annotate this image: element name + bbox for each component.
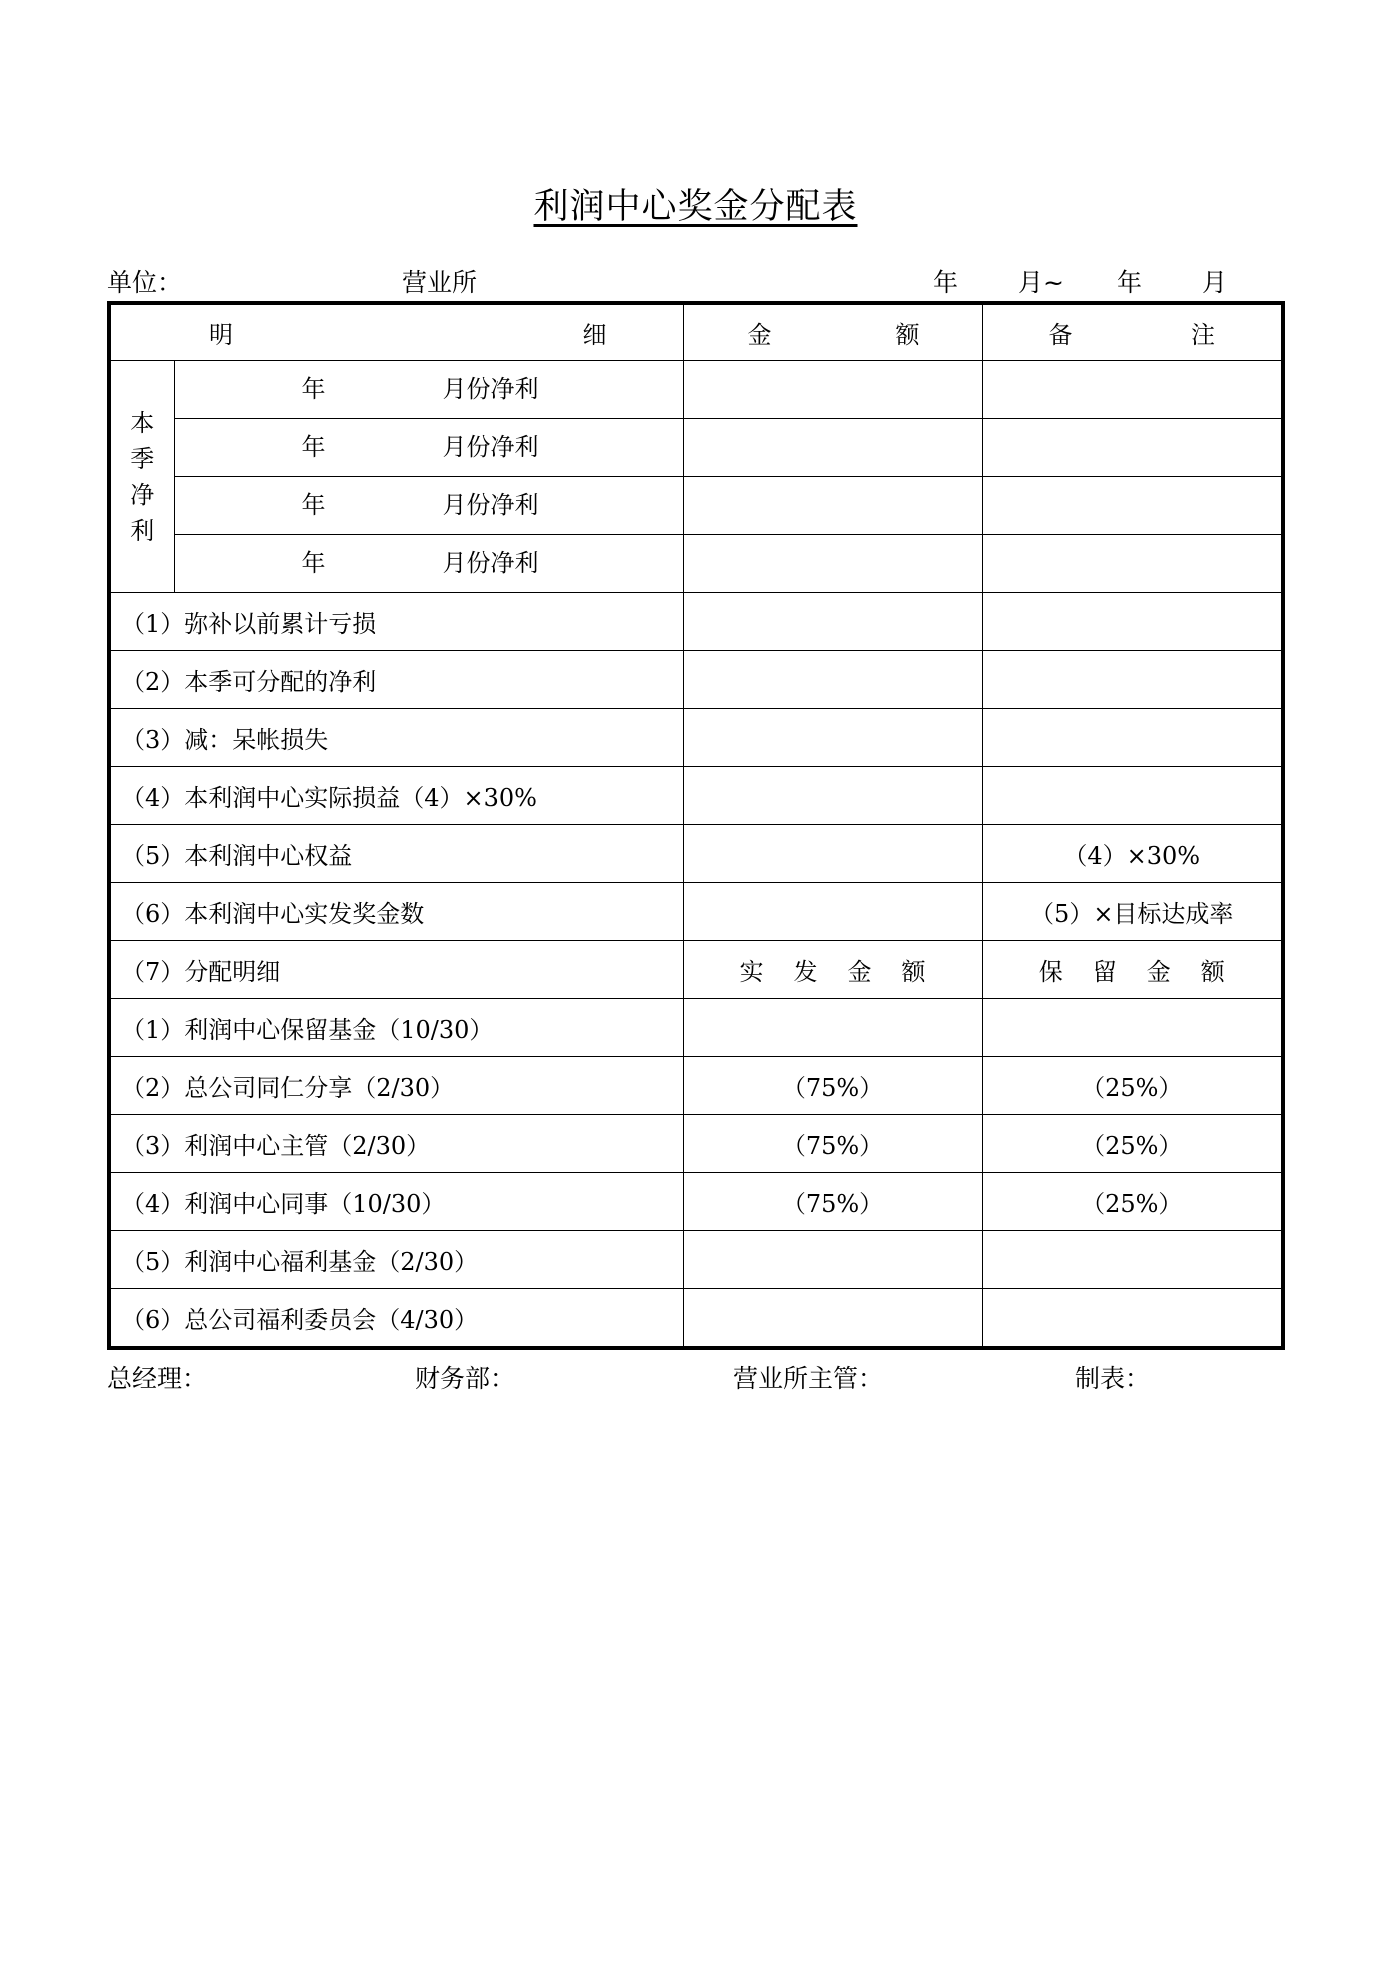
reserved-amount-header [982, 941, 1283, 999]
year-label: 年 [301, 491, 326, 519]
detail-cell: （1）利润中心保留基金（10/30） [109, 999, 683, 1057]
detail-cell: （2）总公司同仁分享（2/30） [109, 1057, 683, 1115]
label-char: 季 [130, 444, 155, 473]
header-note-char: 注 [1191, 321, 1215, 349]
header-char: 金 [1146, 958, 1171, 986]
reserved-amount-cell[interactable]: （25%） [982, 1173, 1283, 1231]
header-amount-char: 额 [895, 321, 920, 349]
prepared-by-label: 制表： [1075, 1364, 1151, 1393]
amount-cell[interactable] [683, 651, 982, 709]
table-row [109, 593, 1283, 651]
header-char: 发 [793, 958, 818, 986]
detail-cell: （2）本季可分配的净利 [109, 651, 683, 709]
note-cell[interactable] [982, 419, 1283, 477]
actual-amount-header [683, 941, 982, 999]
table-row [109, 361, 1283, 419]
header-char: 金 [847, 958, 872, 986]
detail-cell: （3）减：呆帐损失 [109, 709, 683, 767]
detail-cell: （4）利润中心同事（10/30） [109, 1173, 683, 1231]
label-char: 净 [130, 480, 155, 509]
amount-cell[interactable] [683, 709, 982, 767]
amount-cell[interactable] [683, 767, 982, 825]
year-label: 年 [301, 433, 326, 461]
month-net-profit-cell [174, 361, 683, 419]
reserved-amount-cell[interactable] [982, 1289, 1283, 1349]
month-label: 月份净利 [442, 549, 539, 577]
distribution-row [109, 1289, 1283, 1349]
note-cell[interactable] [982, 477, 1283, 535]
actual-amount-cell[interactable]: （75%） [683, 1115, 982, 1173]
unit-value: 营业所 [402, 268, 478, 297]
bonus-distribution-table [107, 301, 1285, 1350]
header-char: 额 [901, 958, 926, 986]
year-label: 年 [301, 375, 326, 403]
reserved-amount-cell[interactable] [982, 999, 1283, 1057]
detail-cell: （5）利润中心福利基金（2/30） [109, 1231, 683, 1289]
note-cell[interactable] [982, 593, 1283, 651]
period-year-end: 年 [1117, 268, 1143, 297]
amount-cell[interactable] [683, 883, 982, 941]
distribution-row [109, 1115, 1283, 1173]
reserved-amount-cell[interactable] [982, 1231, 1283, 1289]
period-year-start: 年 [933, 268, 959, 297]
header-detail-char: 细 [582, 321, 607, 349]
header-char: 实 [739, 958, 764, 986]
actual-amount-cell[interactable] [683, 1289, 982, 1349]
page-title: 利润中心奖金分配表 [533, 187, 858, 227]
note-cell[interactable] [982, 535, 1283, 593]
general-manager-signature-label: 总经理： [107, 1364, 208, 1393]
reserved-amount-cell[interactable]: （25%） [982, 1115, 1283, 1173]
header-amount-char: 金 [747, 321, 772, 349]
amount-cell[interactable] [683, 477, 982, 535]
year-label: 年 [301, 549, 326, 577]
detail-cell: （6）总公司福利委员会（4/30） [109, 1289, 683, 1349]
month-net-profit-cell [174, 535, 683, 593]
detail-cell: （3）利润中心主管（2/30） [109, 1115, 683, 1173]
header-detail-char: 明 [209, 321, 233, 349]
reserved-amount-cell[interactable]: （25%） [982, 1057, 1283, 1115]
table-row [109, 883, 1283, 941]
detail-cell: （6）本利润中心实发奖金数 [109, 883, 683, 941]
header-detail [109, 303, 683, 361]
amount-cell[interactable] [683, 825, 982, 883]
period-month-end: 月 [1202, 268, 1228, 297]
amount-cell[interactable] [683, 361, 982, 419]
month-net-profit-cell [174, 419, 683, 477]
distribution-row [109, 1231, 1283, 1289]
actual-amount-cell[interactable] [683, 999, 982, 1057]
note-cell[interactable] [982, 709, 1283, 767]
unit-label: 单位： [107, 268, 183, 297]
header-note-char: 备 [1048, 321, 1073, 349]
label-char: 利 [130, 516, 155, 545]
header-char: 额 [1200, 958, 1225, 986]
note-cell[interactable] [982, 767, 1283, 825]
actual-amount-cell[interactable]: （75%） [683, 1057, 982, 1115]
distribution-row [109, 1173, 1283, 1231]
period-month-start: 月~ [1018, 268, 1064, 297]
note-cell[interactable] [982, 651, 1283, 709]
actual-amount-cell[interactable] [683, 1231, 982, 1289]
month-label: 月份净利 [442, 491, 539, 519]
header-amount [683, 303, 982, 361]
table-row [109, 651, 1283, 709]
distribution-detail-label: （7）分配明细 [109, 941, 683, 999]
table-row [109, 477, 1283, 535]
table-row [109, 419, 1283, 477]
table-row [109, 767, 1283, 825]
note-cell: （5）×目标达成率 [982, 883, 1283, 941]
quarter-net-profit-label [109, 361, 174, 593]
header-note [982, 303, 1283, 361]
amount-cell[interactable] [683, 535, 982, 593]
table-row [109, 825, 1283, 883]
label-char: 本 [130, 408, 155, 437]
table-row [109, 709, 1283, 767]
month-net-profit-cell [174, 477, 683, 535]
detail-cell: （4）本利润中心实际损益（4）×30% [109, 767, 683, 825]
month-label: 月份净利 [442, 375, 539, 403]
distribution-header-row [109, 941, 1283, 999]
month-label: 月份净利 [442, 433, 539, 461]
amount-cell[interactable] [683, 419, 982, 477]
office-supervisor-signature-label: 营业所主管： [733, 1364, 884, 1393]
detail-cell: （5）本利润中心权益 [109, 825, 683, 883]
distribution-row [109, 1057, 1283, 1115]
note-cell: （4）×30% [982, 825, 1283, 883]
amount-cell[interactable] [683, 593, 982, 651]
distribution-row [109, 999, 1283, 1057]
actual-amount-cell[interactable]: （75%） [683, 1173, 982, 1231]
detail-cell: （1）弥补以前累计亏损 [109, 593, 683, 651]
table-header-row [109, 303, 1283, 361]
header-char: 留 [1092, 958, 1117, 986]
finance-signature-label: 财务部： [415, 1364, 516, 1393]
header-char: 保 [1038, 958, 1063, 986]
table-row [109, 535, 1283, 593]
note-cell[interactable] [982, 361, 1283, 419]
